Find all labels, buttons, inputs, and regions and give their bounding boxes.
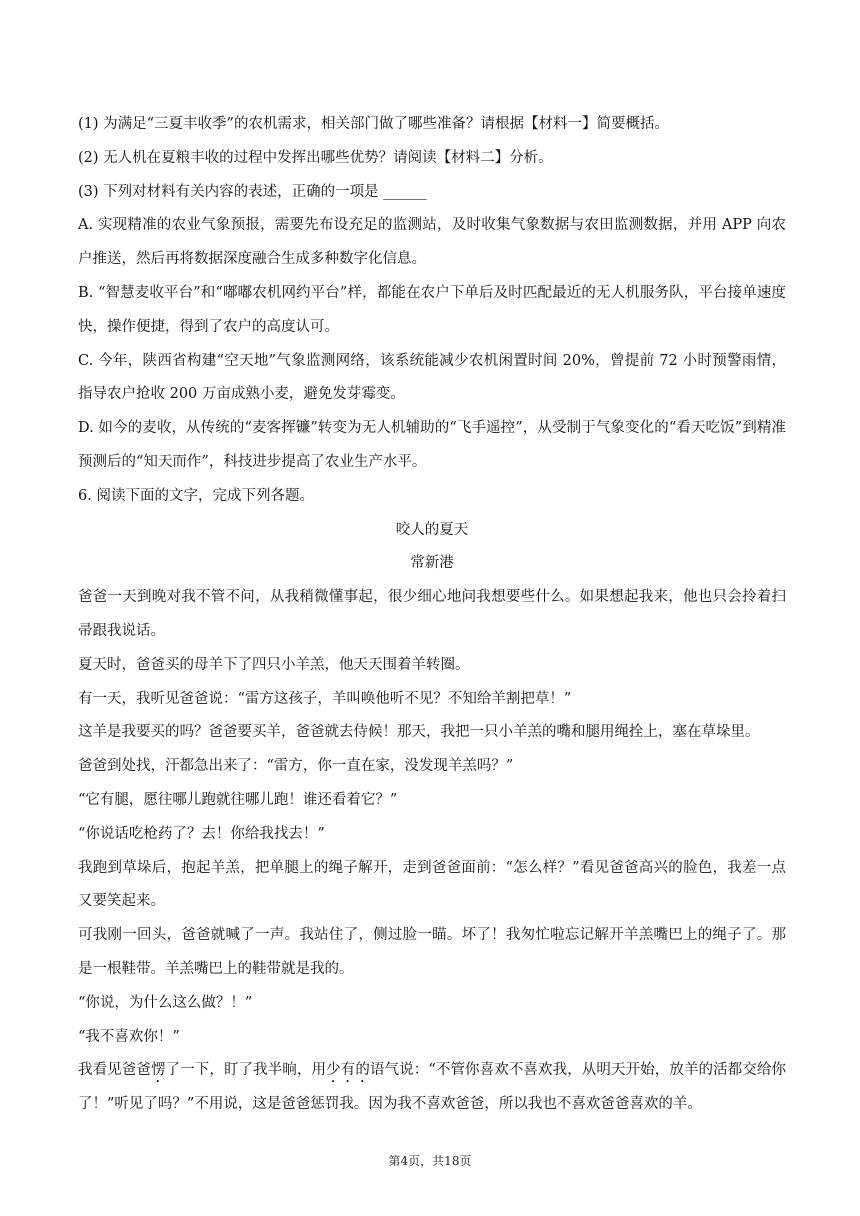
article-paragraph-last [78, 1054, 786, 1122]
article-paragraph: “你说话吃枪药了？去！你给我找去！” [78, 825, 325, 842]
article-paragraph: 有一天，我听见爸爸说：“雷方这孩子，羊叫唤他听不见？不知给羊割把草！” [78, 690, 572, 707]
article-paragraph: 爸爸到处找，汗都急出来了：“雷方，你一直在家，没发现羊羔吗？” [78, 758, 514, 775]
article-paragraph: “你说，为什么这么做？！” [78, 994, 253, 1011]
emphasized-word: 愣 [150, 1062, 166, 1079]
text-segment: 了一下，盯了我半晌，用 [165, 1062, 327, 1079]
article-author: 常新港 [410, 555, 454, 572]
option-b: B. “智慧麦收平台”和“嘟嘟农机网约平台”样，都能在农户下单后及时匹配最近的无人机服务队，平台接单速度快，操作便捷，得到了农户的高度认可。 [78, 284, 786, 335]
article-paragraph: 我跑到草垛后，抱起羊羔，把单腿上的绳子解开，走到爸爸面前：“怎么样？”看见爸爸高兴的脸色，我差一点又要笑起来。 [78, 859, 786, 910]
article-title: 咬人的夏天 [395, 521, 469, 538]
emphasized-word: 少有的 [326, 1062, 370, 1079]
article-paragraph: 爸爸一天到晚对我不管不问，从我稍微懂事起，很少细心地问我想要些什么。如果想起我来，他也只会拎着扫帚跟我说话。 [78, 589, 786, 639]
option-d: D. 如今的麦收，从传统的“麦客挥镰”转变为无人机辅助的“飞手遥控”，从受制于气象变化的“看天吃饭”到精准预测后的“知天而作”，科技进步提高了农业生产水平。 [78, 420, 786, 470]
article-paragraph: “我不喜欢你！” [78, 1028, 180, 1045]
page-footer: 第4页，共18页 [388, 1154, 472, 1168]
question-1: (1) 为满足“三夏丰收季”的农机需求，相关部门做了哪些准备？请根据【材料一】简要概括。 [78, 116, 669, 132]
question-3: (3) 下列对材料有关内容的表述，正确的一项是 ______ [78, 183, 427, 200]
question-6: 6. 阅读下面的文字，完成下列各题。 [78, 487, 314, 504]
text-segment: 我看见爸爸 [78, 1062, 151, 1079]
article-paragraph: 可我刚一回头，爸爸就喊了一声。我站住了，侧过脸一瞄。坏了！我匆忙啦忘记解开羊羔嘴巴上的绳子了。那是一根鞋带。羊羔嘴巴上的鞋带就是我的。 [78, 927, 786, 977]
article-paragraph: 这羊是我要买的吗？爸爸要买羊，爸爸就去侍候！那天，我把一只小羊羔的嘴和腿用绳拴上，塞在草垛里。 [78, 724, 760, 741]
article-paragraph: 夏天时，爸爸买的母羊下了四只小羊羔，他天天围着羊转圈。 [78, 656, 470, 673]
article-paragraph: “它有腿，愿往哪儿跑就往哪儿跑！谁还看着它？” [78, 791, 398, 808]
option-c: C. 今年，陕西省构建“空天地”气象监测网络，该系统能减少农机闲置时间 20%，曾提前 72 小时预警雨情，指导农户抢收 200 万亩成熟小麦，避免发芽霉变。 [78, 352, 786, 403]
page-content [78, 108, 786, 1122]
option-a: A. 实现精准的农业气象预报，需要先布设充足的监测站，及时收集气象数据与农田监测数据，并用 APP 向农户推送，然后再将数据深度融合生成多种数字化信息。 [78, 217, 786, 268]
text-segment: 语气说：“不管你喜欢不喜欢我，从明天开始，放羊的活都交给你了！”听见了吗？”不用说，这是爸爸惩罚我。因为我不喜欢爸爸，所以我也不喜欢爸爸喜欢的羊。 [78, 1062, 787, 1113]
question-2: (2) 无人机在夏粮丰收的过程中发挥出哪些优势？请阅读【材料二】分析。 [78, 149, 553, 166]
